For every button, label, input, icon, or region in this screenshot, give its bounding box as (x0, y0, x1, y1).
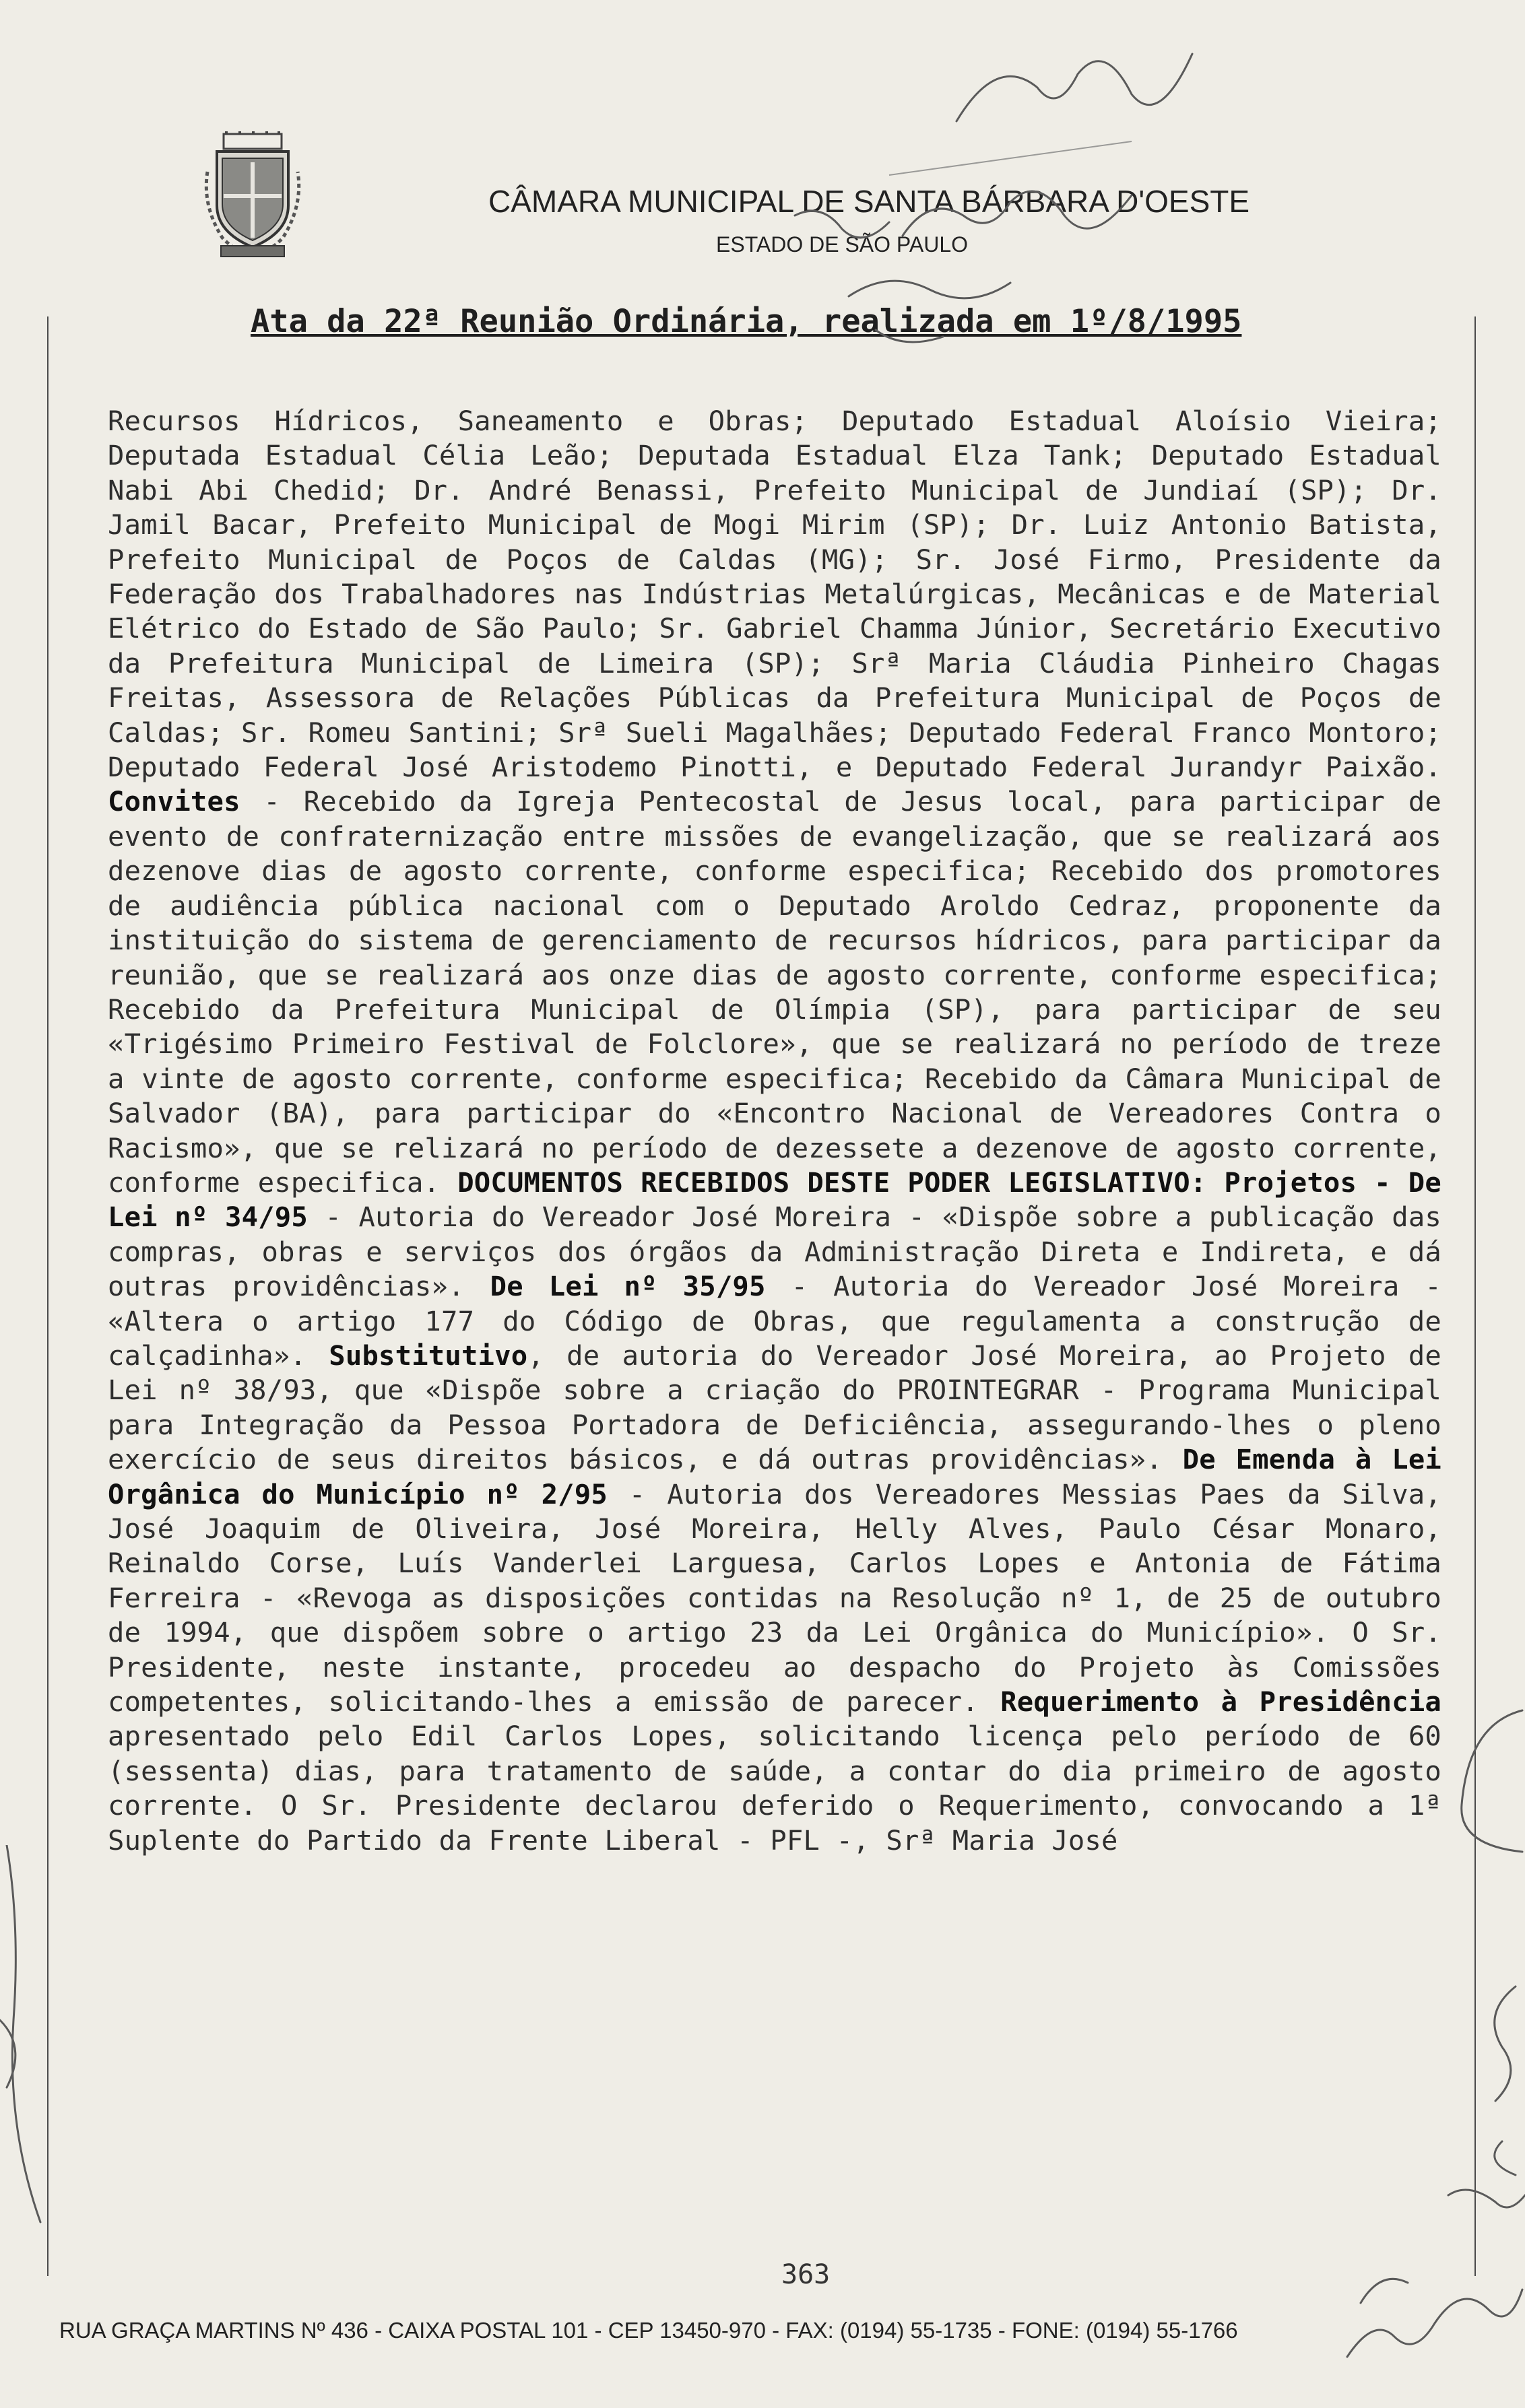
documentos-heading: DOCUMENTOS RECEBIDOS DESTE PODER LEGISLATIVO: (457, 1166, 1207, 1199)
lei-35-heading: De Lei nº 35/95 (464, 1270, 766, 1303)
projetos-heading: Projetos - De Lei nº 34/95 (108, 1166, 1441, 1234)
footer-address: RUA GRAÇA MARTINS Nº 436 - CAIXA POSTAL 101 - CEP 13450-970 - FAX: (0194) 55-1735 - FONE: (0194) 55-1766 (59, 2318, 1238, 2343)
minutes-title: Ata da 22ª Reunião Ordinária, realizada em 1º/8/1995 (251, 303, 1242, 340)
emenda-heading: De Emenda à Lei Orgânica do Município nº 2/95 (108, 1443, 1441, 1510)
minutes-body (108, 404, 1441, 1858)
signature-left-margin (0, 1845, 54, 2263)
body-paragraph: Recursos Hídricos, Saneamento e Obras; Deputado Estadual Aloísio Vieira; Deputada Estadual Célia Leão; Deputada Estadual Elza Tank; Deputado Estadual Nabi Abi Chedid; Dr. André Benassi, Prefeito Municipal de Jundiaí (SP); Dr. Jamil Bacar, Prefeito Municipal de Mogi Mirim (SP); Dr. Luiz Antonio Batista, Prefeito Municipal de Poços de Caldas (MG); Sr. José Firmo, Presidente da Federação dos Trabalhadores nas Indústrias Metalúrgicas, Mecânicas e de Material Elétrico do Estado de São Paulo; Sr. Gabriel Chamma Júnior, Secretário Executivo da Prefeitura Municipal de Limeira (SP); Srª Maria Cláudia Pinheiro Chagas Freitas, Assessora de Relações Públicas da Prefeitura Municipal de Poços de Caldas; Sr. Romeu Santini; Srª Sueli Magalhães; Deputado Federal Franco Montoro; Deputado Federal José Aristodemo Pinotti, e Deputado Federal Jurandyr Paixão. (108, 405, 1441, 784)
signature-bottom-right (1334, 2168, 1525, 2390)
institution-state: ESTADO DE SÃO PAULO (716, 232, 969, 257)
substitutivo-heading: Substitutivo (306, 1339, 528, 1372)
body-paragraph: apresentado pelo Edil Carlos Lopes, solicitando licença pelo período de 60 (sessenta) dias, para tratamento de saúde, a contar do dia primeiro de agosto corrente. O Sr. Presidente declarou deferido o Requerimento, convocando a 1ª Suplente do Partido da Frente Liberal - PFL -, Srª Maria José (108, 1720, 1441, 1857)
signatures-right-margin (1441, 1670, 1525, 2249)
body-paragraph: - Autoria dos Vereadores Messias Paes da Silva, José Joaquim de Oliveira, José Moreira, Helly Alves, Paulo César Monaro, Reinaldo Corse, Luís Vanderlei Larguesa, Carlos Lopes e Antonia de Fátima Ferreira - «Revoga as disposições contidas na Resolução nº 1, de 25 de outubro de 1994, que dispõem sobre o artigo 23 da Lei Orgânica do Município». O Sr. Presidente, neste instante, procedeu ao despacho do Projeto às Comissões competentes, solicitando-lhes a emissão de parecer. (108, 1477, 1441, 1718)
left-margin-rule (47, 316, 48, 2276)
requerimento-heading: Requerimento à Presidência (978, 1685, 1441, 1718)
body-paragraph: , de autoria do Vereador José Moreira, ao Projeto de Lei nº 38/93, que «Dispõe sobre a criação do PROINTEGRAR - Programa Municipal para Integração da Pessoa Portadora de Deficiência, assegurando-lhes o pleno exercício de seus direitos básicos, e dá outras providências». (108, 1339, 1441, 1476)
body-paragraph: - Autoria do Vereador José Moreira - «Altera o artigo 177 do Código de Obras, que regulamenta a construção de calçadinha». (108, 1270, 1441, 1372)
body-paragraph: - Autoria do Vereador José Moreira - «Dispõe sobre a publicação das compras, obras e serviços dos órgãos da Administração Direta e Indireta, e dá outras providências». (108, 1201, 1441, 1303)
page-number: 363 (781, 2259, 831, 2290)
right-margin-rule (1474, 316, 1476, 2276)
municipal-crest-icon (202, 131, 303, 259)
institution-name: CÂMARA MUNICIPAL DE SANTA BÁRBARA D'OESTE (488, 184, 1250, 219)
body-paragraph: - Recebido da Igreja Pentecostal de Jesus local, para participar de evento de confraternização entre missões de evangelização, que se realizará aos dezenove dias de agosto corrente, conforme especifica; Recebido dos promotores de audiência pública nacional com o Deputado Aroldo Cedraz, proponente da instituição do sistema de gerenciamento de recursos hídricos, para participar da reunião, que se realizará aos onze dias de agosto corrente, conforme especifica; Recebido da Prefeitura Municipal de Olímpia (SP), para participar de seu «Trigésimo Primeiro Festival de Folclore», que se realizará no período de treze a vinte de agosto corrente, conforme especifica; Recebido da Câmara Municipal de Salvador (BA), para participar do «Encontro Nacional de Vereadores Contra o Racismo», que se relizará no período de dezessete a dezenove de agosto corrente, conforme especifica. (108, 785, 1441, 1199)
convites-heading: Convites (108, 785, 240, 818)
